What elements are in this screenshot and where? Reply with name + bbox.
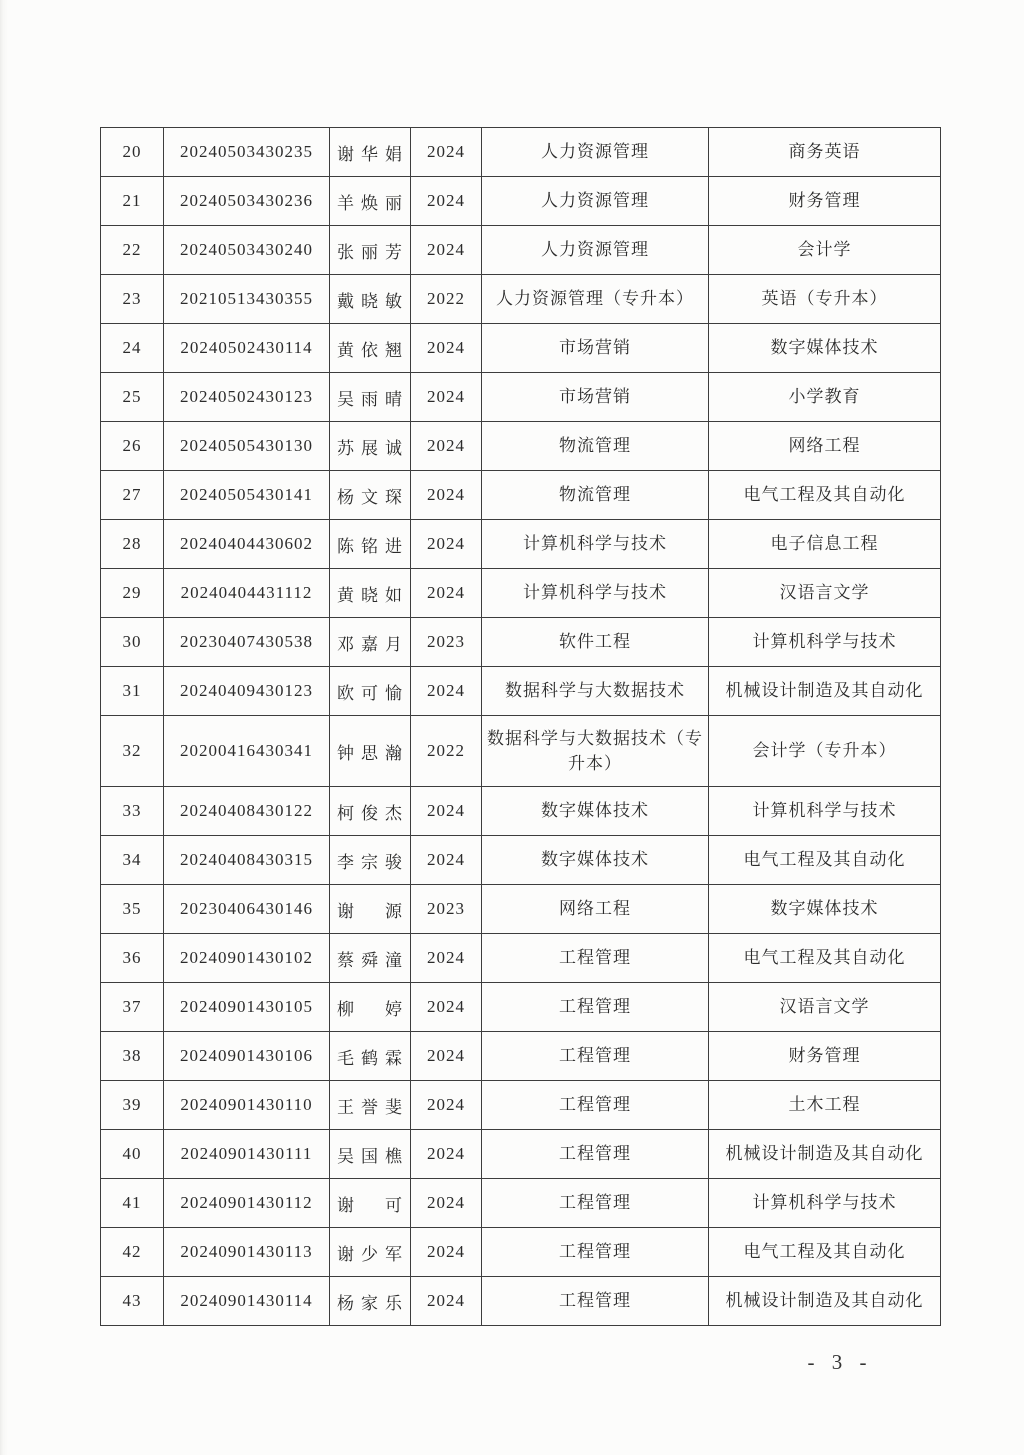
year-cell: 2024 xyxy=(411,177,482,226)
seq-cell: 37 xyxy=(101,983,164,1032)
name-cell xyxy=(330,885,411,934)
year-cell: 2024 xyxy=(411,1130,482,1179)
major-cell: 工程管理 xyxy=(482,1179,709,1228)
student-id-cell: 20230406430146 xyxy=(164,885,330,934)
major-cell: 工程管理 xyxy=(482,983,709,1032)
student-name: 柯俊杰 xyxy=(337,803,403,823)
major-cell: 数字媒体技术 xyxy=(482,836,709,885)
student-name: 张丽芳 xyxy=(337,242,403,262)
seq-cell: 25 xyxy=(101,373,164,422)
year-cell: 2023 xyxy=(411,885,482,934)
name-cell xyxy=(330,1130,411,1179)
name-cell xyxy=(330,836,411,885)
seq-cell: 39 xyxy=(101,1081,164,1130)
student-id-cell: 20240901430111 xyxy=(164,1130,330,1179)
transfer-major-cell: 数字媒体技术 xyxy=(709,885,941,934)
year-cell: 2024 xyxy=(411,1228,482,1277)
transfer-major-cell: 商务英语 xyxy=(709,128,941,177)
year-cell: 2024 xyxy=(411,520,482,569)
name-cell xyxy=(330,983,411,1032)
student-name: 戴晓敏 xyxy=(337,291,403,311)
student-name: 黄晓如 xyxy=(337,585,403,605)
year-cell: 2024 xyxy=(411,422,482,471)
transfer-major-cell: 计算机科学与技术 xyxy=(709,787,941,836)
table-row xyxy=(101,1081,941,1130)
student-name: 邓嘉月 xyxy=(337,634,403,654)
table-row xyxy=(101,324,941,373)
student-id-cell: 20240901430112 xyxy=(164,1179,330,1228)
seq-cell: 21 xyxy=(101,177,164,226)
student-name: 羊焕丽 xyxy=(337,193,403,213)
major-cell: 工程管理 xyxy=(482,1081,709,1130)
seq-cell: 24 xyxy=(101,324,164,373)
seq-cell: 36 xyxy=(101,934,164,983)
student-id-cell: 20240503430236 xyxy=(164,177,330,226)
major-cell: 工程管理 xyxy=(482,1277,709,1326)
table-row xyxy=(101,618,941,667)
transfer-major-cell: 小学教育 xyxy=(709,373,941,422)
transfer-major-cell: 英语（专升本） xyxy=(709,275,941,324)
table-row xyxy=(101,1032,941,1081)
major-cell: 数据科学与大数据技术 xyxy=(482,667,709,716)
transfer-major-cell: 汉语言文学 xyxy=(709,983,941,1032)
major-cell: 人力资源管理 xyxy=(482,177,709,226)
transfer-major-cell: 电气工程及其自动化 xyxy=(709,471,941,520)
seq-cell: 30 xyxy=(101,618,164,667)
transfer-major-cell: 网络工程 xyxy=(709,422,941,471)
seq-cell: 34 xyxy=(101,836,164,885)
major-cell: 市场营销 xyxy=(482,373,709,422)
seq-cell: 35 xyxy=(101,885,164,934)
page-number: - 3 - xyxy=(807,1350,873,1374)
name-cell xyxy=(330,471,411,520)
year-cell: 2022 xyxy=(411,716,482,787)
seq-cell: 26 xyxy=(101,422,164,471)
major-cell: 物流管理 xyxy=(482,422,709,471)
table-row xyxy=(101,885,941,934)
student-name: 钟思瀚 xyxy=(337,743,403,763)
student-id-cell: 20240901430106 xyxy=(164,1032,330,1081)
transfer-major-cell: 计算机科学与技术 xyxy=(709,1179,941,1228)
student-name: 谢华娟 xyxy=(337,144,403,164)
transfer-major-cell: 财务管理 xyxy=(709,177,941,226)
table-row xyxy=(101,177,941,226)
transfer-major-cell: 数字媒体技术 xyxy=(709,324,941,373)
table-row xyxy=(101,934,941,983)
transfer-major-cell: 土木工程 xyxy=(709,1081,941,1130)
year-cell: 2024 xyxy=(411,324,482,373)
transfer-major-cell: 计算机科学与技术 xyxy=(709,618,941,667)
transfer-major-cell: 财务管理 xyxy=(709,1032,941,1081)
name-cell xyxy=(330,275,411,324)
student-name: 陈铭进 xyxy=(337,536,403,556)
student-id-cell: 20240409430123 xyxy=(164,667,330,716)
student-name: 黄依翘 xyxy=(337,340,403,360)
transfer-major-cell: 机械设计制造及其自动化 xyxy=(709,667,941,716)
year-cell: 2024 xyxy=(411,569,482,618)
student-id-cell: 20230407430538 xyxy=(164,618,330,667)
seq-cell: 41 xyxy=(101,1179,164,1228)
major-cell: 网络工程 xyxy=(482,885,709,934)
table-row xyxy=(101,128,941,177)
student-id-cell: 20240404430602 xyxy=(164,520,330,569)
student-id-cell: 20240505430141 xyxy=(164,471,330,520)
transfer-major-cell: 电气工程及其自动化 xyxy=(709,1228,941,1277)
name-cell xyxy=(330,1228,411,1277)
major-cell: 工程管理 xyxy=(482,1130,709,1179)
seq-cell: 43 xyxy=(101,1277,164,1326)
year-cell: 2024 xyxy=(411,1277,482,1326)
seq-cell: 38 xyxy=(101,1032,164,1081)
year-cell: 2024 xyxy=(411,983,482,1032)
student-name: 谢少军 xyxy=(337,1244,403,1264)
seq-cell: 20 xyxy=(101,128,164,177)
table-body xyxy=(101,128,941,1326)
table-row xyxy=(101,569,941,618)
year-cell: 2024 xyxy=(411,226,482,275)
seq-cell: 42 xyxy=(101,1228,164,1277)
student-name: 杨文琛 xyxy=(337,487,403,507)
student-name: 杨家乐 xyxy=(337,1293,403,1313)
name-cell xyxy=(330,1032,411,1081)
major-cell: 数据科学与大数据技术（专升本） xyxy=(482,716,709,787)
major-cell: 软件工程 xyxy=(482,618,709,667)
student-id-cell: 20240404431112 xyxy=(164,569,330,618)
table-row xyxy=(101,373,941,422)
year-cell: 2024 xyxy=(411,373,482,422)
year-cell: 2024 xyxy=(411,1081,482,1130)
major-cell: 市场营销 xyxy=(482,324,709,373)
student-id-cell: 20240901430114 xyxy=(164,1277,330,1326)
year-cell: 2024 xyxy=(411,1032,482,1081)
student-id-cell: 20240901430105 xyxy=(164,983,330,1032)
student-name: 李宗骏 xyxy=(337,852,403,872)
name-cell xyxy=(330,934,411,983)
name-cell xyxy=(330,1081,411,1130)
records-table xyxy=(100,127,941,1326)
major-cell: 物流管理 xyxy=(482,471,709,520)
student-id-cell: 20240503430235 xyxy=(164,128,330,177)
name-cell xyxy=(330,787,411,836)
transfer-major-cell: 电子信息工程 xyxy=(709,520,941,569)
student-id-cell: 20240901430113 xyxy=(164,1228,330,1277)
major-cell: 工程管理 xyxy=(482,1228,709,1277)
year-cell: 2024 xyxy=(411,787,482,836)
year-cell: 2024 xyxy=(411,471,482,520)
table-row xyxy=(101,226,941,275)
transfer-major-cell: 会计学 xyxy=(709,226,941,275)
name-cell xyxy=(330,569,411,618)
name-cell xyxy=(330,373,411,422)
major-cell: 工程管理 xyxy=(482,934,709,983)
table-row xyxy=(101,520,941,569)
name-cell xyxy=(330,520,411,569)
student-name: 吴雨晴 xyxy=(337,389,403,409)
transfer-major-cell: 电气工程及其自动化 xyxy=(709,934,941,983)
year-cell: 2024 xyxy=(411,128,482,177)
name-cell xyxy=(330,226,411,275)
seq-cell: 31 xyxy=(101,667,164,716)
seq-cell: 28 xyxy=(101,520,164,569)
name-cell xyxy=(330,177,411,226)
table-row xyxy=(101,667,941,716)
major-cell: 人力资源管理 xyxy=(482,128,709,177)
name-cell xyxy=(330,1179,411,1228)
student-name: 欧可愉 xyxy=(337,683,403,703)
year-cell: 2023 xyxy=(411,618,482,667)
year-cell: 2022 xyxy=(411,275,482,324)
name-cell xyxy=(330,422,411,471)
student-id-cell: 20240503430240 xyxy=(164,226,330,275)
year-cell: 2024 xyxy=(411,934,482,983)
student-name: 谢可 xyxy=(337,1195,403,1215)
seq-cell: 27 xyxy=(101,471,164,520)
table-row xyxy=(101,836,941,885)
seq-cell: 32 xyxy=(101,716,164,787)
transfer-major-cell: 电气工程及其自动化 xyxy=(709,836,941,885)
student-id-cell: 20240502430123 xyxy=(164,373,330,422)
name-cell xyxy=(330,716,411,787)
student-name: 王誉斐 xyxy=(337,1097,403,1117)
major-cell: 数字媒体技术 xyxy=(482,787,709,836)
year-cell: 2024 xyxy=(411,667,482,716)
student-name: 蔡舜潼 xyxy=(337,950,403,970)
student-id-cell: 20240901430110 xyxy=(164,1081,330,1130)
table-row xyxy=(101,1179,941,1228)
major-cell: 计算机科学与技术 xyxy=(482,569,709,618)
seq-cell: 40 xyxy=(101,1130,164,1179)
student-name: 苏展诚 xyxy=(337,438,403,458)
student-id-cell: 20240505430130 xyxy=(164,422,330,471)
table-row xyxy=(101,1228,941,1277)
major-cell: 人力资源管理（专升本） xyxy=(482,275,709,324)
transfer-major-cell: 汉语言文学 xyxy=(709,569,941,618)
transfer-major-cell: 机械设计制造及其自动化 xyxy=(709,1277,941,1326)
name-cell xyxy=(330,1277,411,1326)
student-id-cell: 20240901430102 xyxy=(164,934,330,983)
student-id-cell: 20240408430315 xyxy=(164,836,330,885)
table-row xyxy=(101,787,941,836)
table-row xyxy=(101,1277,941,1326)
student-id-cell: 20210513430355 xyxy=(164,275,330,324)
student-id-cell: 20200416430341 xyxy=(164,716,330,787)
major-cell: 人力资源管理 xyxy=(482,226,709,275)
name-cell xyxy=(330,618,411,667)
table-row xyxy=(101,716,941,787)
name-cell xyxy=(330,324,411,373)
major-cell: 计算机科学与技术 xyxy=(482,520,709,569)
name-cell xyxy=(330,128,411,177)
student-name: 柳婷 xyxy=(337,999,403,1019)
table-row xyxy=(101,1130,941,1179)
seq-cell: 29 xyxy=(101,569,164,618)
major-cell: 工程管理 xyxy=(482,1032,709,1081)
student-id-cell: 20240502430114 xyxy=(164,324,330,373)
student-name: 毛鹤霖 xyxy=(337,1048,403,1068)
year-cell: 2024 xyxy=(411,836,482,885)
table-row xyxy=(101,983,941,1032)
student-name: 谢源 xyxy=(337,901,403,921)
student-id-cell: 20240408430122 xyxy=(164,787,330,836)
transfer-major-cell: 会计学（专升本） xyxy=(709,716,941,787)
table-row xyxy=(101,422,941,471)
seq-cell: 23 xyxy=(101,275,164,324)
seq-cell: 33 xyxy=(101,787,164,836)
table-row xyxy=(101,471,941,520)
name-cell xyxy=(330,667,411,716)
year-cell: 2024 xyxy=(411,1179,482,1228)
student-name: 吴国樵 xyxy=(337,1146,403,1166)
table-row xyxy=(101,275,941,324)
transfer-major-cell: 机械设计制造及其自动化 xyxy=(709,1130,941,1179)
seq-cell: 22 xyxy=(101,226,164,275)
